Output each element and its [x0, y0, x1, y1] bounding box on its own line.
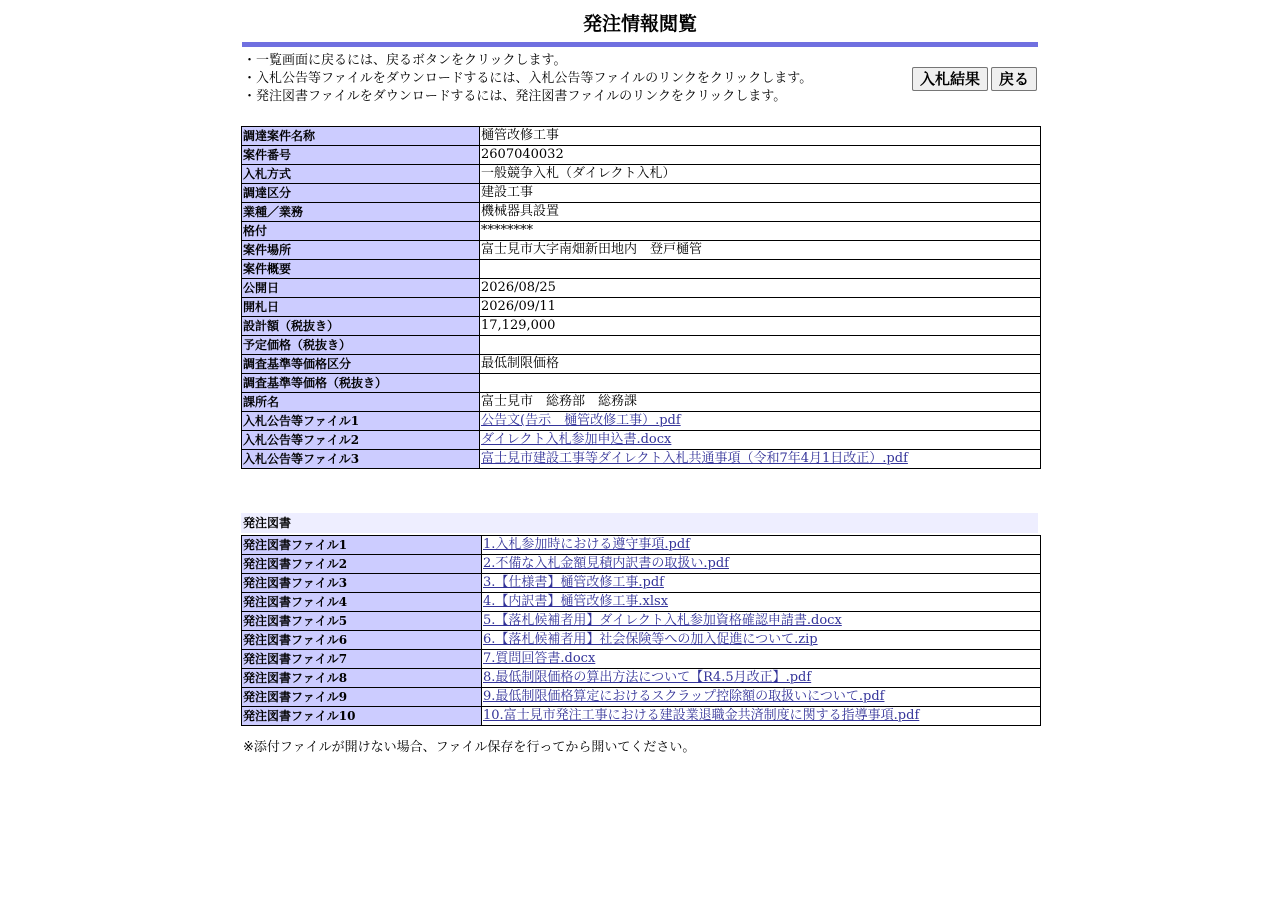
file-download-link[interactable]: 2.不備な入札金額見積内訳書の取扱い.pdf — [483, 556, 729, 571]
row-value-text: 富士見市大字南畑新田地内 登戸樋管 — [481, 242, 703, 257]
file-download-link[interactable]: 富士見市建設工事等ダイレクト入札共通事項（令和7年4月1日改正）.pdf — [481, 451, 908, 466]
row-value — [482, 707, 1041, 726]
table-row — [242, 431, 1041, 450]
table-row — [242, 203, 1041, 222]
row-label: 発注図書ファイル3 — [242, 574, 482, 593]
row-value-text: 2607040032 — [481, 147, 564, 162]
row-value — [480, 393, 1041, 412]
row-value-text: 富士見市 総務部 総務課 — [481, 394, 638, 409]
row-label: 入札方式 — [242, 165, 480, 184]
page-title: 発注情報閲覧 — [582, 13, 697, 35]
row-label: 発注図書ファイル9 — [242, 688, 482, 707]
row-value — [480, 355, 1041, 374]
table-row — [242, 165, 1041, 184]
instruction-line: ・入札公告等ファイルをダウンロードするには、入札公告等ファイルのリンクをクリックします。 — [243, 71, 813, 86]
row-value-text: 2026/09/11 — [481, 299, 556, 314]
row-value-text: 樋管改修工事 — [481, 128, 560, 143]
row-value — [480, 374, 1041, 393]
row-label: 調達案件名称 — [242, 127, 480, 146]
order-info-table — [241, 126, 1041, 469]
row-value-text: 17,129,000 — [481, 318, 556, 333]
row-value — [480, 222, 1041, 241]
instruction-line: ・発注図書ファイルをダウンロードするには、発注図書ファイルのリンクをクリックします。 — [243, 89, 787, 104]
table-row — [242, 317, 1041, 336]
row-value — [482, 555, 1041, 574]
row-value — [480, 298, 1041, 317]
file-download-link[interactable]: 9.最低制限価格算定におけるスクラップ控除額の取扱いについて.pdf — [483, 689, 885, 704]
row-label: 発注図書ファイル8 — [242, 669, 482, 688]
row-value — [480, 336, 1041, 355]
file-download-link[interactable]: 6.【落札候補者用】社会保険等への加入促進について.zip — [483, 632, 818, 647]
table-row — [242, 612, 1041, 631]
row-value — [480, 127, 1041, 146]
row-value-text: 建設工事 — [481, 185, 534, 200]
table-row — [242, 555, 1041, 574]
row-label: 発注図書ファイル4 — [242, 593, 482, 612]
row-value — [480, 260, 1041, 279]
table-row — [242, 631, 1041, 650]
instruction-line: ・一覧画面に戻るには、戻るボタンをクリックします。 — [243, 53, 567, 68]
row-value — [482, 650, 1041, 669]
table-row — [242, 279, 1041, 298]
table-row — [242, 222, 1041, 241]
file-download-link[interactable]: 公告文(告示 樋管改修工事）.pdf — [481, 413, 681, 428]
row-label: 課所名 — [242, 393, 480, 412]
table-row — [242, 650, 1041, 669]
table-row — [242, 536, 1041, 555]
row-value — [480, 279, 1041, 298]
table-row — [242, 355, 1041, 374]
row-value — [480, 146, 1041, 165]
row-label: 発注図書ファイル10 — [242, 707, 482, 726]
file-download-link[interactable]: ダイレクト入札参加申込書.docx — [481, 432, 672, 447]
title-underline-bar — [242, 42, 1038, 47]
table-row — [242, 688, 1041, 707]
row-label: 入札公告等ファイル3 — [242, 450, 480, 469]
row-label: 発注図書ファイル2 — [242, 555, 482, 574]
order-drawings-table — [241, 535, 1041, 726]
file-download-link[interactable]: 4.【内訳書】樋管改修工事.xlsx — [483, 594, 669, 609]
row-label: 案件場所 — [242, 241, 480, 260]
file-download-link[interactable]: 5.【落札候補者用】ダイレクト入札参加資格確認申請書.docx — [483, 613, 842, 628]
row-label: 予定価格（税抜き） — [242, 336, 480, 355]
table-row — [242, 298, 1041, 317]
bid-result-button[interactable]: 入札結果 — [912, 67, 988, 91]
row-value — [480, 203, 1041, 222]
row-label: 開札日 — [242, 298, 480, 317]
row-value — [480, 412, 1041, 431]
file-download-link[interactable]: 8.最低制限価格の算出方法について【R4.5月改正】.pdf — [483, 670, 812, 685]
row-value-text: 2026/08/25 — [481, 280, 556, 295]
footnote: ※添付ファイルが開けない場合、ファイル保存を行ってから開いてください。 — [243, 740, 696, 755]
file-download-link[interactable]: 7.質問回答書.docx — [483, 651, 596, 666]
table-row — [242, 669, 1041, 688]
row-label: 発注図書ファイル6 — [242, 631, 482, 650]
table-row — [242, 393, 1041, 412]
table-row — [242, 241, 1041, 260]
row-label: 調査基準等価格（税抜き） — [242, 374, 480, 393]
row-value-text: 一般競争入札（ダイレクト入札） — [481, 166, 676, 181]
row-label: 発注図書ファイル1 — [242, 536, 482, 555]
table-row — [242, 336, 1041, 355]
file-download-link[interactable]: 1.入札参加時における遵守事項.pdf — [483, 537, 690, 552]
row-label: 設計額（税抜き） — [242, 317, 480, 336]
table-row — [242, 260, 1041, 279]
table-row — [242, 184, 1041, 203]
table-row — [242, 146, 1041, 165]
row-value-text: 最低制限価格 — [481, 356, 560, 371]
drawings-section-header: 発注図書 — [241, 513, 1038, 533]
file-download-link[interactable]: 3.【仕様書】樋管改修工事.pdf — [483, 575, 664, 590]
back-button[interactable]: 戻る — [991, 67, 1037, 91]
row-value-text: 機械器具設置 — [481, 204, 560, 219]
row-label: 調査基準等価格区分 — [242, 355, 480, 374]
row-label: 調達区分 — [242, 184, 480, 203]
row-value — [482, 593, 1041, 612]
file-download-link[interactable]: 10.富士見市発注工事における建設業退職金共済制度に関する指導事項.pdf — [483, 708, 920, 723]
table-row — [242, 374, 1041, 393]
row-value — [482, 536, 1041, 555]
row-label: 入札公告等ファイル2 — [242, 431, 480, 450]
row-label: 入札公告等ファイル1 — [242, 412, 480, 431]
row-value — [482, 574, 1041, 593]
row-label: 業種／業務 — [242, 203, 480, 222]
row-label: 公開日 — [242, 279, 480, 298]
row-value — [482, 631, 1041, 650]
table-row — [242, 412, 1041, 431]
table-row — [242, 593, 1041, 612]
row-value — [480, 431, 1041, 450]
instructions — [243, 52, 812, 106]
table-row — [242, 707, 1041, 726]
row-value — [480, 165, 1041, 184]
table-row — [242, 127, 1041, 146]
row-value — [482, 669, 1041, 688]
row-value — [482, 612, 1041, 631]
row-value — [480, 241, 1041, 260]
table-row — [242, 574, 1041, 593]
row-label: 格付 — [242, 222, 480, 241]
row-label: 案件概要 — [242, 260, 480, 279]
row-value-text: ******** — [481, 223, 533, 238]
row-value — [480, 184, 1041, 203]
row-label: 発注図書ファイル7 — [242, 650, 482, 669]
row-value — [480, 317, 1041, 336]
row-value — [480, 450, 1041, 469]
row-label: 案件番号 — [242, 146, 480, 165]
row-value — [482, 688, 1041, 707]
table-row — [242, 450, 1041, 469]
row-label: 発注図書ファイル5 — [242, 612, 482, 631]
